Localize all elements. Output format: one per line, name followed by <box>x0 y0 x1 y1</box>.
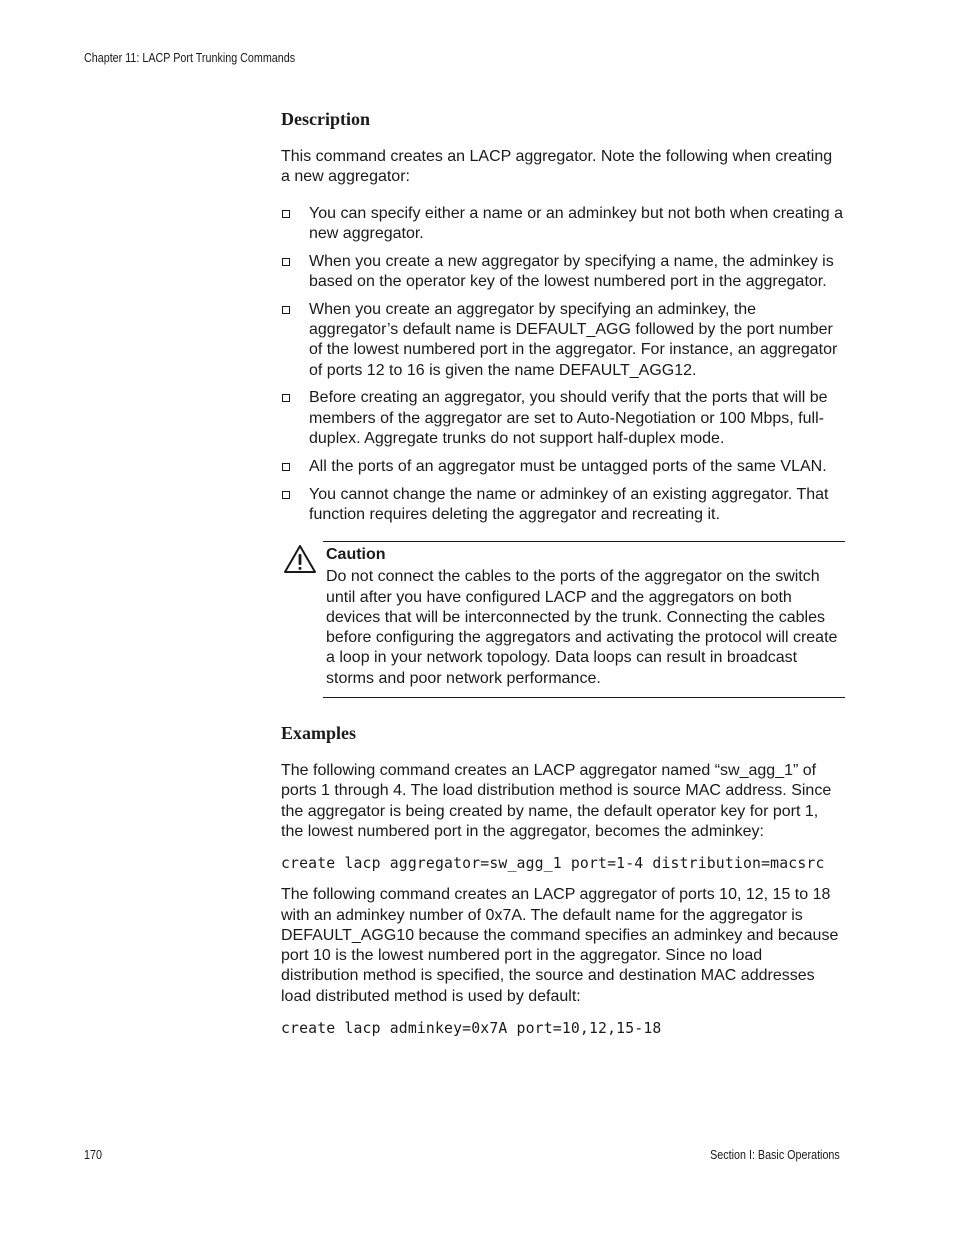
example-intro-2: The following command creates an LACP aggregator of ports 10, 12, 15 to 18 with an adminkey number of 0x7A. The default name for the aggregator is DEFAULT_AGG10 because the command specifies an adminkey and because port 10 is the lowest numbered port in the aggregator. Since no load distribution method is specified, the source and destination MAC addresses load distributed method is used by default: <box>281 886 839 1005</box>
checkbox-square-icon <box>282 491 290 499</box>
list-item <box>281 388 843 449</box>
caution-title: Caution <box>326 546 386 564</box>
code-example-1: create lacp aggregator=sw_agg_1 port=1-4 distribution=macsrc <box>281 855 825 873</box>
caution-text: Do not connect the cables to the ports of the aggregator on the switch until after you have configured LACP and the aggregators on both devices that will be interconnected by the trunk. Connecting the cables before configuring the aggregators and activating the protocol will create a loop in your network topology. Data loops can result in broadcast storms and poor network performance. <box>326 568 838 687</box>
warning-triangle-icon <box>283 544 317 574</box>
running-header: Chapter 11: LACP Port Trunking Commands <box>84 51 296 65</box>
list-item-text: Before creating an aggregator, you should verify that the ports that will be members of the aggregator are set to Auto-Negotiation or 100 Mbps, full-duplex. Aggregate trunks do not support half-duplex mode. <box>309 389 828 448</box>
list-item <box>281 485 843 526</box>
list-item <box>281 457 843 477</box>
checkbox-square-icon <box>282 394 290 402</box>
examples-heading: Examples <box>281 723 357 744</box>
list-item-text: You can specify either a name or an adminkey but not both when creating a new aggregator. <box>309 204 843 242</box>
example-intro-1: The following command creates an LACP aggregator named “sw_agg_1” of ports 1 through 4. The load distribution method is source MAC address. Since the aggregator is being created by name, the default operator key for port 1, the lowest numbered port in the aggregator, becomes the adminkey: <box>281 762 832 840</box>
description-heading: Description <box>281 109 370 129</box>
code-example-2: create lacp adminkey=0x7A port=10,12,15-18 <box>281 1020 662 1037</box>
description-bullet-list <box>281 204 843 526</box>
checkbox-square-icon <box>282 210 290 218</box>
checkbox-square-icon <box>282 306 290 314</box>
list-item <box>281 252 843 293</box>
list-item-text: When you create a new aggregator by specifying a name, the adminkey is based on the operator key of the lowest numbered port in the aggregator. <box>309 252 834 290</box>
list-item <box>281 300 843 381</box>
list-item-text: You cannot change the name or adminkey of an existing aggregator. That function requires deleting the aggregator and recreating it. <box>309 485 829 523</box>
list-item-text: All the ports of an aggregator must be untagged ports of the same VLAN. <box>309 457 827 475</box>
footer-section: Section I: Basic Operations <box>710 1148 840 1162</box>
list-item-text: When you create an aggregator by specifying an adminkey, the aggregator’s default name is DEFAULT_AGG followed by the port number of the lowest numbered port in the aggregator. For instance, an aggregator of ports 12 to 16 is given the name DEFAULT_AGG12. <box>309 300 838 379</box>
page-content <box>281 108 843 1039</box>
page-number: 170 <box>84 1148 102 1162</box>
checkbox-square-icon <box>282 258 290 266</box>
list-item <box>281 204 843 245</box>
description-intro: This command creates an LACP aggregator. Note the following when creating a new aggregator: <box>281 148 833 186</box>
checkbox-square-icon <box>282 463 290 471</box>
caution-box <box>323 541 845 698</box>
